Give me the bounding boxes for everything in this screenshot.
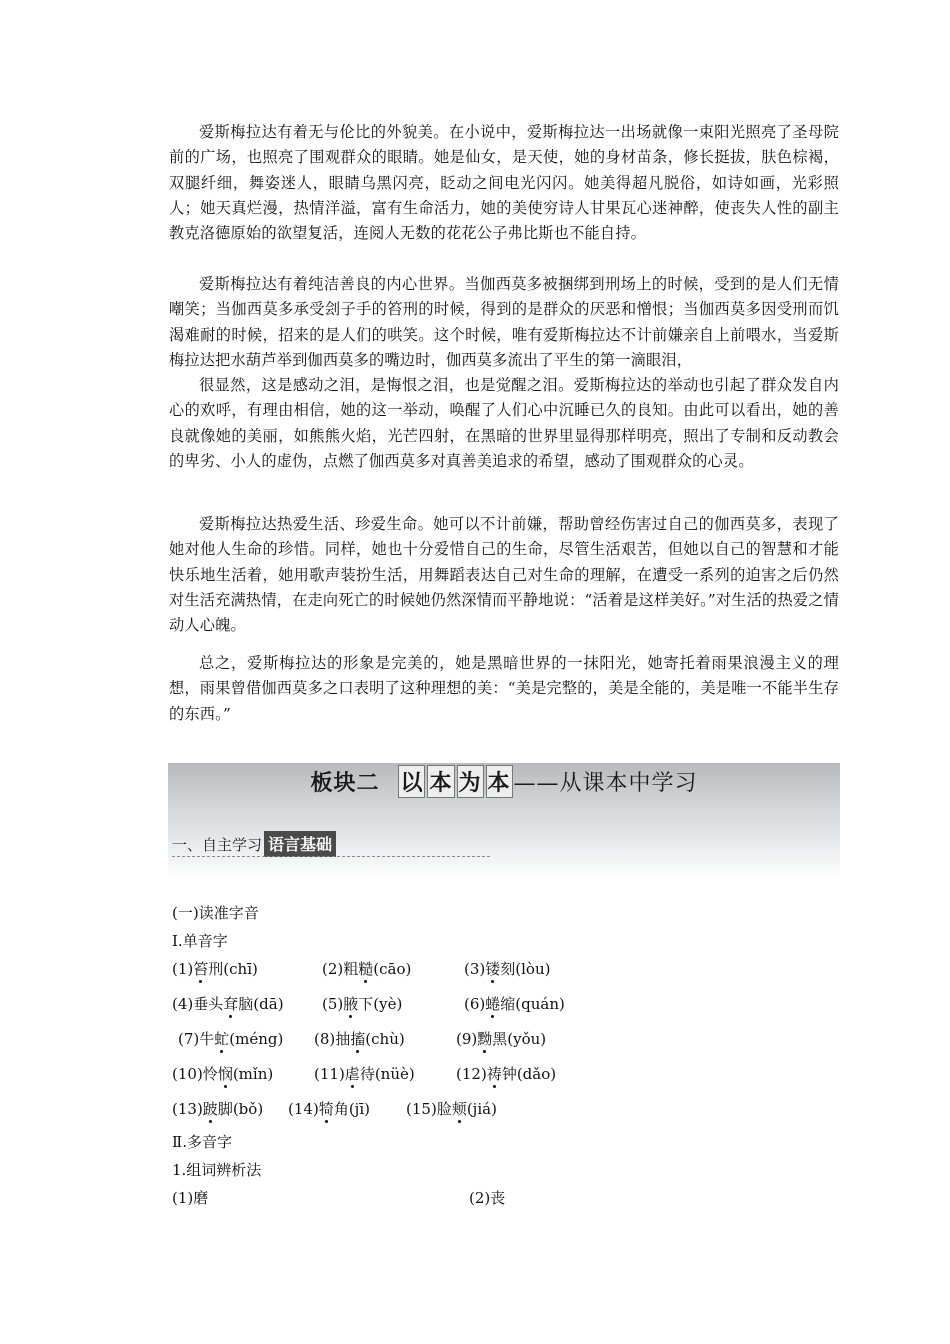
pronunciation-item: [456, 1028, 546, 1049]
pronunciation-item: [172, 958, 258, 979]
item-number: (3): [464, 960, 486, 978]
banner-boxed-char: 本: [427, 765, 454, 798]
pronunciation-item: [288, 1098, 370, 1119]
dotted-char: 耷: [223, 995, 239, 1013]
pronunciation-item: [322, 993, 402, 1014]
pronunciation-item: [406, 1098, 497, 1119]
dotted-char: 虐: [344, 1065, 360, 1083]
item-text: 垂头: [193, 995, 224, 1013]
item-text: 角: [333, 1100, 349, 1118]
part2-title: Ⅱ.多音字: [172, 1133, 232, 1151]
item-number: (13): [172, 1100, 203, 1118]
item-text: 刑: [208, 960, 224, 978]
item-number: (5): [322, 995, 344, 1013]
paragraph-love-life: 爱斯梅拉达热爱生活、珍爱生命。她可以不计前嫌，帮助曾经伤害过自己的伽西莫多，表现了她对他人生命的珍惜。同样，她也十分爱惜自己的生命，尽管生活艰苦，但她以自己的智慧和才能快乐地生活着，她用歌声装扮生活，用舞蹈表达自己对生命的理解，在遭受一系列的迫害之后仍然对生活充满热情，在走向死亡的时候她仍然深情而平静地说：“活着是这样美好。”对生活的热爱之情动人心魄。: [169, 515, 839, 635]
item-pinyin: (dā): [253, 995, 284, 1013]
item-pinyin: (yǒu): [507, 1030, 547, 1048]
dotted-char: 犄: [318, 1100, 334, 1118]
paragraph-inner-world: 爱斯梅拉达有着纯洁善良的内心世界。当伽西莫多被捆绑到刑场上的时候，受到的是人们无情嘲笑；当伽西莫多承受刽子手的笞刑的时候，得到的是群众的厌恶和憎恨；当伽西莫多因受刑而饥渴难耐的时候，招来的是人们的哄笑。这个时候，唯有爱斯梅拉达不计前嫌亲自上前喂水，当爱斯梅拉达把水葫芦举到伽西莫多的嘴边时，伽西莫多流出了平生的第一滴眼泪，: [169, 275, 839, 369]
item-text: 牛: [199, 1030, 215, 1048]
pronunciation-item: [314, 1063, 415, 1084]
section-tag: 语言基础: [264, 831, 336, 857]
dotted-char: 悯: [217, 1065, 233, 1083]
part1-title: Ⅰ.单音字: [172, 932, 228, 950]
item-text: 待: [359, 1065, 375, 1083]
item-text: 怜: [202, 1065, 218, 1083]
dotted-char: 蜷: [485, 995, 501, 1013]
item-number: (9): [456, 1030, 478, 1048]
dotted-char: 跛: [202, 1100, 218, 1118]
item-text: 黑: [492, 1030, 508, 1048]
pronunciation-item: [178, 1028, 283, 1049]
item-pinyin: (nüè): [374, 1065, 415, 1083]
item-text: 缩: [500, 995, 516, 1013]
pronunciation-item: [172, 1063, 273, 1084]
item-text: 脚: [217, 1100, 233, 1118]
dotted-char: 笞: [193, 960, 209, 978]
pronunciation-item: [464, 993, 565, 1014]
banner-title: [168, 765, 840, 798]
item-text: 抽: [335, 1030, 351, 1048]
method-item: (2)丧: [469, 1189, 506, 1207]
item-number: (12): [456, 1065, 487, 1083]
dotted-char: 颊: [451, 1100, 467, 1118]
dotted-char: 搐: [350, 1030, 366, 1048]
section-label: 一、自主学习: [172, 836, 263, 854]
banner-boxed-char: 为: [457, 765, 484, 798]
paragraph-tears: 很显然，这是感动之泪，是悔恨之泪，也是觉醒之泪。爱斯梅拉达的举动也引起了群众发自内心的欢呼，有理由相信，她的这一举动，唤醒了人们心中沉睡已久的良知。由此可以看出，她的善良就像她的美丽，如熊熊火焰，光芒四射，在黑暗的世界里显得那样明亮，照出了专制和反动教会的卑劣、小人的虚伪，点燃了伽西莫多对真善美追求的希望，感动了围观群众的心灵。: [169, 376, 839, 470]
banner-suffix: ——从课本中学习: [513, 771, 698, 796]
dotted-char: 镂: [485, 960, 501, 978]
item-pinyin: (chù): [365, 1030, 405, 1048]
item-text: 刻: [500, 960, 516, 978]
item-pinyin: (lòu): [515, 960, 551, 978]
item-text: 脸: [436, 1100, 452, 1118]
item-pinyin: (méng): [229, 1030, 284, 1048]
item-number: (15): [406, 1100, 437, 1118]
banner-boxed-char: 以: [398, 765, 425, 798]
item-number: (1): [172, 960, 194, 978]
pronunciation-item: [456, 1063, 556, 1084]
item-number: (11): [314, 1065, 345, 1083]
method-item: (1)磨: [172, 1189, 209, 1207]
dotted-char: 黝: [477, 1030, 493, 1048]
section-divider: [172, 856, 490, 857]
item-number: (8): [314, 1030, 336, 1048]
method-title: 1.组词辨析法: [172, 1161, 262, 1179]
section-heading: [172, 831, 336, 857]
item-pinyin: (chī): [223, 960, 258, 978]
banner-boxed-char: 本: [486, 765, 513, 798]
item-text: 下: [358, 995, 374, 1013]
paragraph-appearance: 爱斯梅拉达有着无与伦比的外貌美。在小说中，爱斯梅拉达一出场就像一束阳光照亮了圣母院前的广场，也照亮了围观群众的眼睛。她是仙女，是天使，她的身材苗条，修长挺拔，肤色棕褐，双腿纤细，舞姿迷人，眼睛乌黑闪亮，眨动之间电光闪闪。她美得超凡脱俗，如诗如画，光彩照人；她天真烂漫，热情洋溢，富有生命活力，她的美使穷诗人甘果瓦心迷神醉，使丧失人性的副主教克洛德原始的欲望复活，连阅人无数的花花公子弗比斯也不能自持。: [169, 123, 839, 243]
pronunciation-item: [464, 958, 550, 979]
subsection-title: (一)读准字音: [172, 904, 259, 922]
item-pinyin: (quán): [515, 995, 565, 1013]
section-banner: [168, 763, 840, 881]
dotted-char: 虻: [214, 1030, 230, 1048]
item-pinyin: (dǎo): [516, 1065, 557, 1083]
item-pinyin: (bǒ): [232, 1100, 264, 1118]
banner-prefix: 板块二: [310, 770, 380, 796]
item-number: (7): [178, 1030, 200, 1048]
pronunciation-item: [314, 1028, 405, 1049]
pronunciation-item: [172, 1098, 263, 1119]
dotted-char: 祷: [486, 1065, 502, 1083]
item-text: 粗: [343, 960, 359, 978]
pronunciation-item: [322, 958, 411, 979]
item-number: (4): [172, 995, 194, 1013]
paragraph-conclusion: 总之，爱斯梅拉达的形象是完美的，她是黑暗世界的一抹阳光，她寄托着雨果浪漫主义的理想，雨果曾借伽西莫多之口表明了这种理想的美：“美是完整的，美是全能的，美是唯一不能半生存的东西。”: [169, 654, 839, 723]
item-number: (6): [464, 995, 486, 1013]
item-pinyin: (mǐn): [232, 1065, 274, 1083]
dotted-char: 糙: [358, 960, 374, 978]
item-number: (14): [288, 1100, 319, 1118]
item-pinyin: (jī): [348, 1100, 370, 1118]
item-number: (2): [322, 960, 344, 978]
item-pinyin: (jiá): [466, 1100, 497, 1118]
pronunciation-item: [172, 993, 284, 1014]
item-pinyin: (yè): [373, 995, 403, 1013]
item-pinyin: (cāo): [373, 960, 412, 978]
dotted-char: 腋: [343, 995, 359, 1013]
item-text: 钟: [501, 1065, 517, 1083]
item-text: 脑: [238, 995, 254, 1013]
item-number: (10): [172, 1065, 203, 1083]
